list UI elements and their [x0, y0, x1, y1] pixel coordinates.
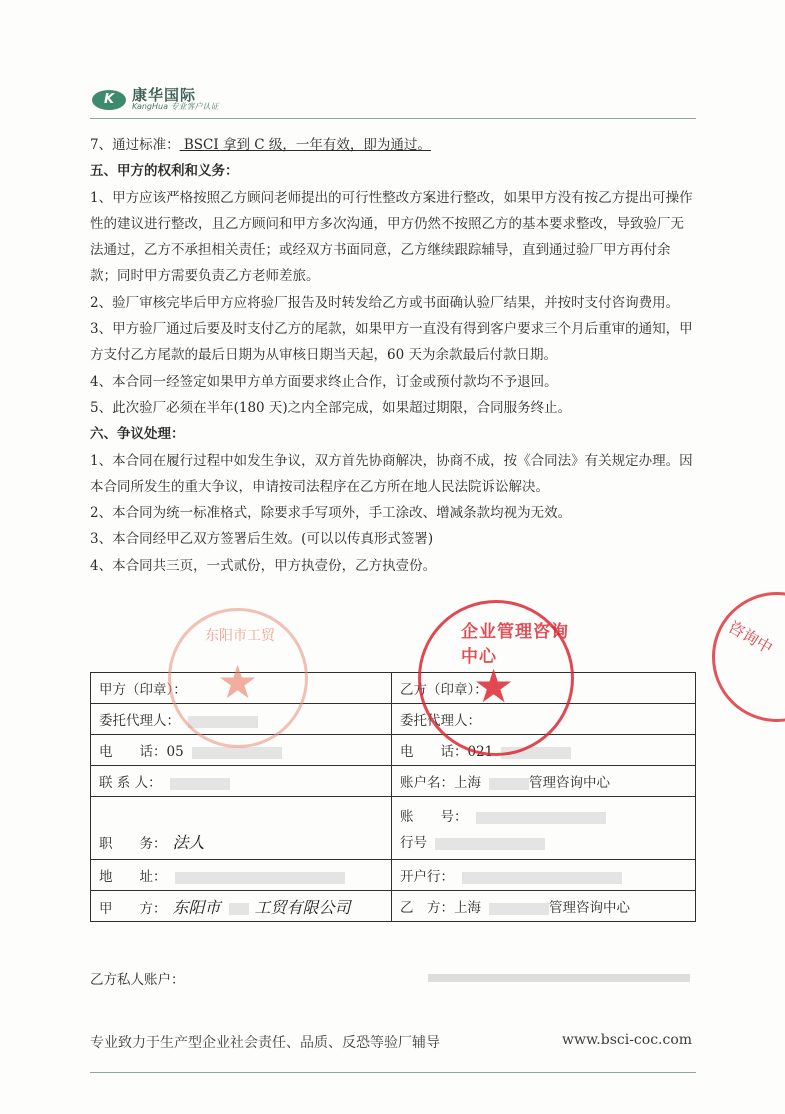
redaction [489, 778, 529, 790]
company-logo [92, 88, 219, 111]
redaction [476, 812, 606, 824]
redaction [170, 778, 230, 790]
clause-5-1: 1、甲方应该严格按照乙方顾问老师提出的可行性整改方案进行整改，如果甲方没有按乙方提出可操作性的建议进行整改，且乙方顾问和甲方多次沟通，甲方仍然不按照乙方的基本要求整改，导致验厂无法通过，乙方不承担相关责任；或经双方书面同意，乙方继续跟踪辅导，直到通过验厂甲方再付余款；同时甲方需要负责乙方老师差旅。 [90, 189, 693, 285]
logo-en-text: KangHua 专业客户认证 [132, 102, 219, 111]
clause-6-1: 1、本合同在履行过程中如发生争议，双方首先协商解决，协商不成，按《合同法》有关规定办理。因本合同所发生的重大争议，申请按司法程序在乙方所在地人民法院诉讼解决。 [90, 452, 693, 495]
footer-website: www.bsci-coc.com [562, 1032, 693, 1048]
clause-6-4: 4、本合同共三页，一式贰份，甲方执壹份，乙方执壹份。 [90, 557, 437, 574]
section-6-title: 六、争议处理： [90, 426, 185, 443]
table-row: 电 话：05 电 话：021 [91, 735, 696, 766]
redaction [229, 903, 249, 915]
clause-5-3: 3、甲方验厂通过后要及时支付乙方的尾款，如果甲方一直没有得到客户要求三个月后重审的通知，甲方支付乙方尾款的最后日期为从审核日期当天起，60 天为余款最后付款日期。 [90, 321, 693, 364]
redaction [489, 903, 549, 915]
table-row: 甲 方： 东阳市 工贸有限公司 乙 方：上海 管理咨询中心 [91, 891, 696, 922]
header-divider [90, 118, 696, 119]
redaction [462, 872, 622, 884]
table-row: 委托代理人： 委托代理人： [91, 704, 696, 735]
clause-5-4: 4、本合同一经签定如果甲方单方面要求终止合作，订金或预付款均不予退回。 [90, 373, 558, 390]
party-b-seal: 企业管理咨询中心 ★ [418, 600, 574, 756]
logo-cn-text: 康华国际 [132, 86, 197, 104]
star-icon: ★ [473, 659, 515, 713]
table-row: 地 址： 开户行： [91, 860, 696, 891]
footer-divider [90, 1072, 696, 1073]
redaction [192, 747, 282, 759]
margin-seal: 咨询中 [712, 592, 785, 722]
table-row: 联 系 人： 账户名：上海 管理咨询中心 [91, 766, 696, 797]
logo-mark-icon: K [92, 90, 126, 110]
star-icon: ★ [217, 655, 259, 709]
clause-6-3: 3、本合同经甲乙双方签署后生效。(可以以传真形式签署) [90, 531, 434, 548]
clause-5-5: 5、此次验厂必须在半年(180 天)之内全部完成，如果超过期限，合同服务终止。 [90, 399, 572, 416]
pass-standard: BSCI 拿到 C 级，一年有效，即为通过。 [179, 137, 431, 153]
table-row: 甲方（印章）： 乙方（印章）： [91, 673, 696, 704]
section-5-title: 五、甲方的权利和义务： [90, 163, 239, 180]
redaction [435, 838, 545, 850]
clause-6-2: 2、本合同为统一标准格式，除要求手写项外，手工涂改、增减条款均视为无效。 [90, 505, 572, 522]
handwritten-position: 法人 [172, 833, 205, 852]
footer-slogan: 专业致力于生产型企业社会责任、品质、反恐等验厂辅导 [90, 1035, 440, 1051]
clause-7: 7、通过标准： BSCI 拿到 C 级，一年有效，即为通过。 [90, 137, 431, 153]
clause-5-2: 2、验厂审核完毕后甲方应将验厂报告及时转发给乙方或书面确认验厂结果，并按时支付咨询费用。 [90, 294, 680, 311]
handwritten-company: 东阳市 [172, 897, 221, 917]
private-account-label: 乙方私人账户： [90, 972, 185, 988]
contract-body [90, 132, 696, 579]
table-row: 职 务： 法人 账 号： 行号 [91, 797, 696, 860]
redaction [175, 872, 345, 884]
party-a-seal: 东阳市工贸 ★ [168, 608, 308, 748]
redaction [428, 974, 690, 982]
